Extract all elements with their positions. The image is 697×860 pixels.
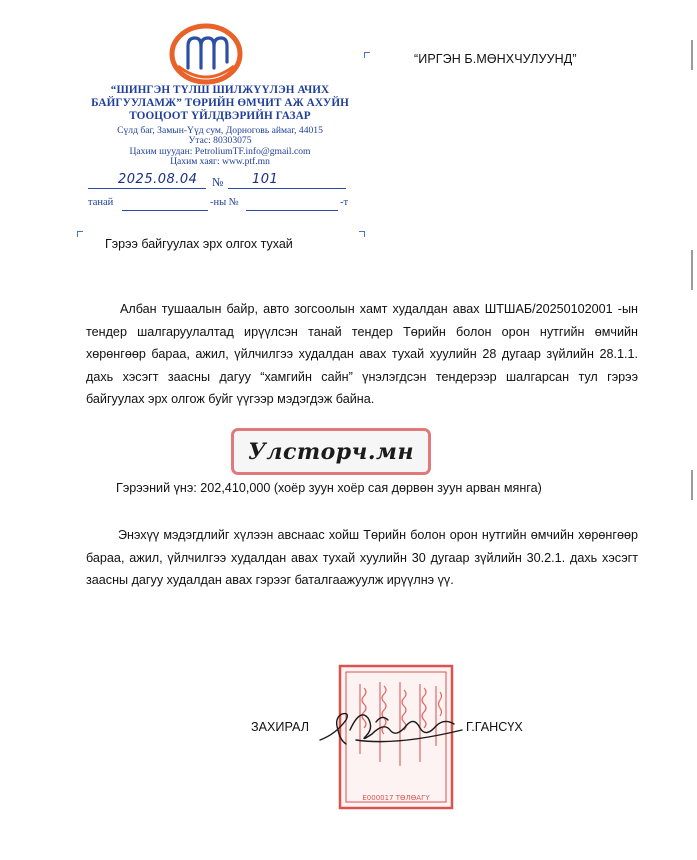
organization-contact	[70, 126, 370, 167]
director-title: ЗАХИРАЛ	[251, 720, 309, 734]
organization-name	[70, 84, 370, 123]
contact-phone: Утас: 80303075	[188, 135, 252, 147]
scan-edge-mark	[691, 250, 693, 290]
number-label: №	[212, 175, 224, 189]
contract-price: Гэрээний үнэ: 202,410,000 (хоёр зуун хоёр сая дөрвөн зуун арван мянга)	[116, 481, 542, 495]
watermark-badge	[231, 428, 431, 475]
reference-line	[88, 172, 346, 189]
contact-email: Цахим шуудан: PetroliumTF.info@gmail.com	[129, 145, 311, 157]
to-date-underline	[122, 210, 208, 211]
document-date: 2025.08.04	[118, 172, 198, 187]
org-name-line: “ШИНГЭН ТҮЛШ ШИЛЖҮҮЛЭН АЧИХ	[110, 84, 330, 96]
company-logo	[168, 22, 244, 86]
to-mid-label: -ны №	[210, 197, 239, 208]
address-bracket-mark	[364, 52, 370, 58]
contact-address: Сүлд баг, Замын-Үүд сум, Дорноговь аймаг, 44015	[117, 125, 323, 136]
document-number: 101	[252, 172, 279, 187]
director-name: Г.ГАНСҮХ	[466, 720, 523, 734]
subject-bracket-mark	[77, 231, 83, 237]
watermark-text: Улсторч.мн	[247, 438, 415, 465]
scan-edge-mark	[691, 470, 693, 500]
subject-line: Гэрээ байгуулах эрх олгох тухай	[105, 237, 293, 251]
contact-website: Цахим хаяг: www.ptf.mn	[170, 155, 270, 167]
stamp-code-text: Е000017 ТӨЛӨАГҮ	[362, 794, 430, 802]
to-label: танай	[88, 197, 114, 208]
date-underline	[88, 188, 206, 189]
body-paragraph-1: Албан тушаалын байр, авто зогсоолын хамт худалдан авах ШТШАБ/20250102001 -ын тендер шалгаруулалтад ирүүлсэн танай тендер Төрийн болон орон нутгийн өмчийн хөрөнгөөр бараа, ажил, үйлчилгээ худалдан авах тухай хуулийн 28 дугаар зүйлийн 28.1.1. дахь хэсэгт заасны дагуу “хамгийн сайн” үнэлэгдсэн тендерээр шалгарсан тул гэрээ байгуулах эрх олгож буйг үүгээр мэдэгдэж байна.	[86, 302, 638, 406]
scan-edge-mark	[691, 40, 693, 70]
number-underline	[228, 188, 346, 189]
to-reference-line	[88, 197, 348, 211]
to-number-underline	[246, 210, 338, 211]
org-name-line: БАЙГУУЛАМЖ” ТӨРИЙН ӨМЧИТ АЖ АХУЙН	[91, 97, 349, 109]
recipient: “ИРГЭН Б.МӨНХЧУЛУУНД”	[414, 52, 577, 66]
org-name-line: ТООЦООТ ҮЙЛДВЭРИЙН ГАЗАР	[129, 110, 311, 122]
subject-bracket-mark	[359, 231, 365, 237]
body-paragraph-2: Энэхүү мэдэгдлийг хүлээн авснаас хойш Төрийн болон орон нутгийн өмчийн хөрөнгөөр бараа, ажил, үйлчилгээ худалдан авах тухай хуулийн 30 дугаар зүйлийн 30.2.1. дахь хэсэгт заасны дагуу худалдан авах гэрээг баталгаажуулж ирүүлнэ үү.	[86, 528, 638, 587]
to-suffix-label: -т	[340, 197, 349, 208]
handwritten-signature	[316, 700, 466, 750]
